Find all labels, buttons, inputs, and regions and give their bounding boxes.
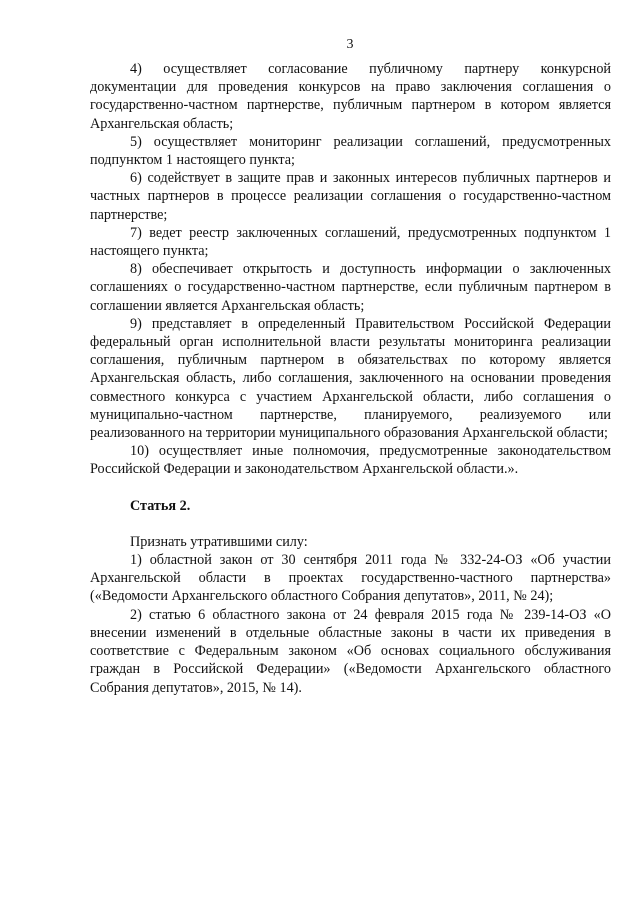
list-item-5: 5) осуществляет мониторинг реализации соглашений, предусмотренных подпунктом 1 настоящего пункта; [90,133,611,169]
list-item-10: 10) осуществляет иные полномочия, предусмотренные законодательством Российской Федерации и законодательством Архангельской области.». [90,443,611,478]
article-2-heading: Статья 2. [130,497,191,514]
article-2-intro: Признать утратившими силу: [130,533,308,550]
list-item-9: 9) представляет в определенный Правительством Российской Федерации федеральный орган исполнительной власти результаты мониторинга реализации соглашения, публичным партнером в обязательствах по которому является Архангельская область, либо соглашения, заключенного на основании проведения совместного конкурса с участием Архангельской области, либо соглашения о муниципально-частном партнерстве, планируемого, реализуемого или реализованного на территории муниципального образования Архангельской области; [90,315,611,442]
list-item-8: 8) обеспечивает открытость и доступность информации о заключенных соглашениях о государственно-частном партнерстве, если публичным партнером в соглашении является Архангельская область; [90,261,611,314]
list-item-4: 4) осуществляет согласование публичному партнеру конкурсной документации для проведения конкурсов на право заключения соглашения о государственно-частном партнерстве, публичным партнером в котором является Архангельская область; [90,61,611,132]
article-2-item-1: 1) областной закон от 30 сентября 2011 года № 332-24-ОЗ «Об участии Архангельской области в проектах государственно-частного партнерства» («Ведомости Архангельского областного Собрания депутатов», 2011, № 24); [90,552,611,605]
page-number: 3 [346,37,354,52]
article-2-item-2: 2) статью 6 областного закона от 24 февраля 2015 года № 239-14-ОЗ «О внесении изменений в отдельные областные законы в части их приведения в соответствие с Федеральным законом «Об основах социального обслуживания граждан в Российской Федерации» («Ведомости Архангельского областного Собрания депутатов», 2015, № 14). [90,606,611,696]
list-item-7: 7) ведет реестр заключенных соглашений, предусмотренных подпунктом 1 настоящего пункта; [90,224,611,260]
list-item-6: 6) содействует в защите прав и законных интересов публичных партнеров и частных партнеров в процессе реализации соглашения о государственно-частном партнерстве; [90,170,611,223]
document-body [90,60,611,697]
